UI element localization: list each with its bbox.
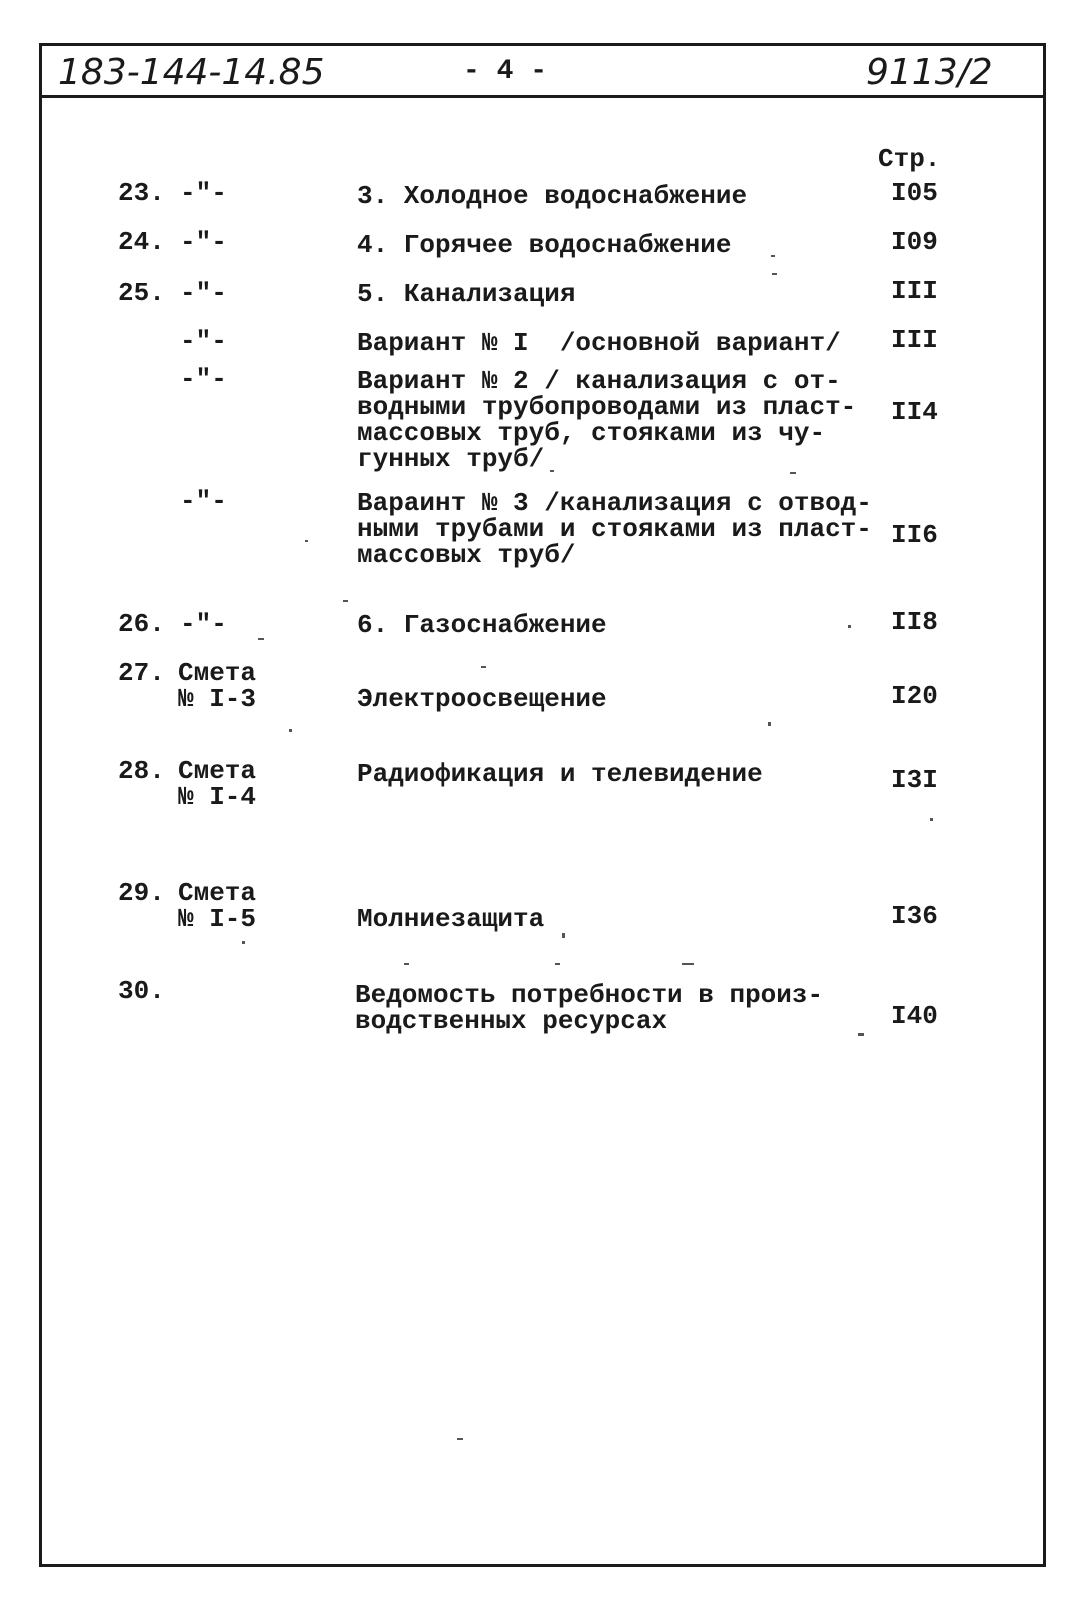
entry-reference: -"-: [180, 486, 227, 516]
entry-page: II6: [891, 520, 938, 550]
entry-page: I09: [891, 227, 938, 257]
scan-speck: [289, 729, 292, 732]
entry-reference: -"-: [180, 326, 227, 356]
entry-reference: Смета № I-3: [178, 658, 257, 714]
scan-speck: [555, 963, 560, 965]
entry-title: 4. Горячее водоснабжение: [357, 230, 732, 260]
sheet-code: 9113/2: [866, 52, 993, 93]
entry-reference: -"-: [180, 178, 227, 208]
scan-speck: [562, 933, 565, 938]
entry-title: 6. Газоснабжение: [357, 610, 607, 640]
entry-page: I20: [891, 681, 938, 711]
entry-title: Радиофикация и телевидение: [357, 759, 763, 789]
entry-title: Электроосвещение: [357, 684, 607, 714]
entry-number: 26.: [118, 609, 165, 639]
entry-page: I3I: [891, 765, 938, 795]
page-number: - 4 -: [463, 56, 548, 87]
entry-page: I36: [891, 901, 938, 931]
entry-number: 24.: [118, 227, 165, 257]
entry-number: 23.: [118, 178, 165, 208]
entry-title: Вариант № I /основной вариант/: [357, 328, 841, 358]
entry-number: 27.: [118, 658, 165, 688]
scan-speck: [930, 818, 933, 821]
scan-speck: [550, 470, 554, 472]
scan-speck: [404, 963, 409, 965]
scan-speck: [771, 255, 775, 257]
entry-reference: -"-: [180, 609, 227, 639]
entry-page: III: [891, 276, 938, 306]
scan-speck: [343, 600, 348, 602]
scan-speck: [858, 1033, 864, 1036]
scan-speck: [481, 666, 486, 668]
entry-page: II4: [891, 397, 938, 427]
entry-title: Вариант № 2 / канализация с от- водными трубопроводами из пласт- массовых труб, стояками из чу- гунных труб/: [357, 366, 857, 474]
entry-title: Молниезащита: [357, 904, 545, 934]
entry-title: 5. Канализация: [357, 279, 576, 309]
entry-reference: Смета № I-4: [178, 756, 257, 812]
entry-title: 3. Холодное водоснабжение: [357, 181, 748, 211]
scan-speck: [768, 722, 771, 726]
entry-reference: -"-: [180, 278, 227, 308]
entry-page: III: [891, 325, 938, 355]
scan-speck: [848, 625, 851, 628]
scan-speck: [457, 1438, 463, 1440]
entry-reference: -"-: [180, 227, 227, 257]
scan-speck: [305, 540, 308, 542]
entry-reference: Смета № I-5: [178, 878, 257, 934]
scan-speck: [790, 472, 796, 474]
entry-reference: -"-: [180, 364, 227, 394]
scan-speck: [242, 941, 245, 944]
entry-title: Вараинт № 3 /канализация с отвод- ными трубами и стояками из пласт- массовых труб/: [357, 488, 872, 570]
entry-page: I05: [891, 178, 938, 208]
document-code: 183-144-14.85: [58, 52, 325, 93]
entry-number: 30.: [118, 976, 165, 1006]
entry-page: I40: [891, 1001, 938, 1031]
entry-number: 25.: [118, 278, 165, 308]
header-divider: [39, 95, 1046, 98]
scan-speck: [682, 963, 694, 965]
entry-number: 28.: [118, 756, 165, 786]
page-column-label: Стр.: [878, 144, 941, 174]
scan-speck: [258, 638, 264, 640]
entry-number: 29.: [118, 878, 165, 908]
entry-title: Ведомость потребности в произ- водственных ресурсах: [355, 980, 824, 1036]
scan-speck: [772, 273, 777, 275]
entry-page: II8: [891, 607, 938, 637]
